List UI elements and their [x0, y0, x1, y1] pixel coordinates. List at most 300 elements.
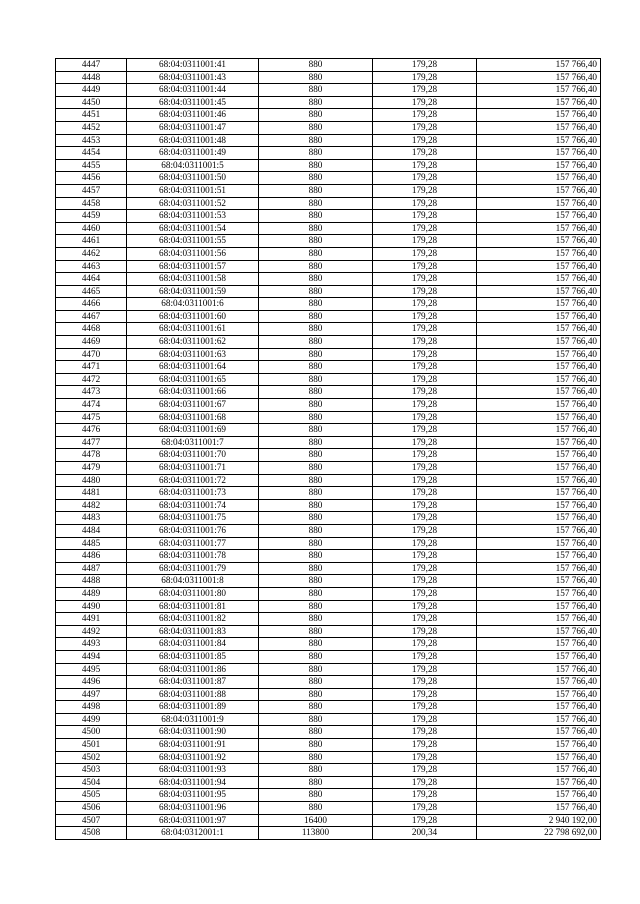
area-cell: 880 [259, 575, 373, 588]
table-row [56, 789, 601, 802]
total-value-cell: 22 798 692,00 [477, 827, 601, 840]
total-value-cell: 157 766,40 [477, 802, 601, 815]
area-cell: 880 [259, 562, 373, 575]
area-cell: 880 [259, 184, 373, 197]
unit-price-cell: 179,28 [373, 487, 477, 500]
total-value-cell: 157 766,40 [477, 499, 601, 512]
row-number-cell: 4500 [56, 726, 127, 739]
table-row [56, 537, 601, 550]
total-value-cell: 157 766,40 [477, 71, 601, 84]
table-row [56, 550, 601, 563]
table-row [56, 109, 601, 122]
unit-price-cell: 179,28 [373, 550, 477, 563]
total-value-cell: 157 766,40 [477, 247, 601, 260]
table-row [56, 121, 601, 134]
unit-price-cell: 179,28 [373, 285, 477, 298]
row-number-cell: 4490 [56, 600, 127, 613]
table-row [56, 134, 601, 147]
row-number-cell: 4447 [56, 59, 127, 72]
area-cell: 880 [259, 424, 373, 437]
area-cell: 880 [259, 524, 373, 537]
total-value-cell: 2 940 192,00 [477, 814, 601, 827]
cadastral-number-cell: 68:04:0311001:51 [127, 184, 259, 197]
row-number-cell: 4486 [56, 550, 127, 563]
unit-price-cell: 179,28 [373, 650, 477, 663]
unit-price-cell: 179,28 [373, 247, 477, 260]
cadastral-number-cell: 68:04:0311001:84 [127, 638, 259, 651]
table-row [56, 487, 601, 500]
area-cell: 880 [259, 59, 373, 72]
area-cell: 880 [259, 512, 373, 525]
area-cell: 880 [259, 197, 373, 210]
row-number-cell: 4461 [56, 235, 127, 248]
total-value-cell: 157 766,40 [477, 524, 601, 537]
cadastral-number-cell: 68:04:0311001:44 [127, 84, 259, 97]
total-value-cell: 157 766,40 [477, 751, 601, 764]
area-cell: 880 [259, 789, 373, 802]
area-cell: 880 [259, 134, 373, 147]
unit-price-cell: 179,28 [373, 310, 477, 323]
total-value-cell: 157 766,40 [477, 726, 601, 739]
total-value-cell: 157 766,40 [477, 96, 601, 109]
total-value-cell: 157 766,40 [477, 310, 601, 323]
row-number-cell: 4478 [56, 449, 127, 462]
area-cell: 880 [259, 462, 373, 475]
cadastral-number-cell: 68:04:0311001:80 [127, 587, 259, 600]
unit-price-cell: 179,28 [373, 84, 477, 97]
cadastral-number-cell: 68:04:0312001:1 [127, 827, 259, 840]
row-number-cell: 4477 [56, 436, 127, 449]
table-row [56, 613, 601, 626]
area-cell: 880 [259, 336, 373, 349]
area-cell: 880 [259, 84, 373, 97]
table-row [56, 260, 601, 273]
area-cell: 880 [259, 386, 373, 399]
cadastral-number-cell: 68:04:0311001:50 [127, 172, 259, 185]
table-row [56, 474, 601, 487]
area-cell: 880 [259, 260, 373, 273]
total-value-cell: 157 766,40 [477, 650, 601, 663]
cadastral-number-cell: 68:04:0311001:46 [127, 109, 259, 122]
total-value-cell: 157 766,40 [477, 323, 601, 336]
total-value-cell: 157 766,40 [477, 424, 601, 437]
table-row [56, 285, 601, 298]
area-cell: 880 [259, 550, 373, 563]
unit-price-cell: 179,28 [373, 59, 477, 72]
area-cell: 880 [259, 147, 373, 160]
table-row [56, 701, 601, 714]
cadastral-number-cell: 68:04:0311001:79 [127, 562, 259, 575]
cadastral-number-cell: 68:04:0311001:90 [127, 726, 259, 739]
cadastral-number-cell: 68:04:0311001:72 [127, 474, 259, 487]
unit-price-cell: 179,28 [373, 802, 477, 815]
row-number-cell: 4485 [56, 537, 127, 550]
area-cell: 880 [259, 247, 373, 260]
table-row [56, 587, 601, 600]
area-cell: 880 [259, 802, 373, 815]
unit-price-cell: 179,28 [373, 776, 477, 789]
area-cell: 880 [259, 537, 373, 550]
cadastral-number-cell: 68:04:0311001:74 [127, 499, 259, 512]
unit-price-cell: 179,28 [373, 701, 477, 714]
unit-price-cell: 179,28 [373, 562, 477, 575]
unit-price-cell: 179,28 [373, 512, 477, 525]
table-row [56, 449, 601, 462]
total-value-cell: 157 766,40 [477, 210, 601, 223]
row-number-cell: 4504 [56, 776, 127, 789]
cadastral-number-cell: 68:04:0311001:93 [127, 764, 259, 777]
table-row [56, 802, 601, 815]
table-row [56, 235, 601, 248]
unit-price-cell: 179,28 [373, 814, 477, 827]
row-number-cell: 4462 [56, 247, 127, 260]
total-value-cell: 157 766,40 [477, 260, 601, 273]
total-value-cell: 157 766,40 [477, 134, 601, 147]
unit-price-cell: 179,28 [373, 197, 477, 210]
cadastral-number-cell: 68:04:0311001:52 [127, 197, 259, 210]
table-row [56, 776, 601, 789]
table-row [56, 373, 601, 386]
row-number-cell: 4487 [56, 562, 127, 575]
total-value-cell: 157 766,40 [477, 600, 601, 613]
total-value-cell: 157 766,40 [477, 109, 601, 122]
table-row [56, 361, 601, 374]
total-value-cell: 157 766,40 [477, 373, 601, 386]
table-row [56, 650, 601, 663]
unit-price-cell: 179,28 [373, 663, 477, 676]
area-cell: 880 [259, 411, 373, 424]
cadastral-number-cell: 68:04:0311001:9 [127, 713, 259, 726]
cadastral-number-cell: 68:04:0311001:45 [127, 96, 259, 109]
area-cell: 880 [259, 71, 373, 84]
total-value-cell: 157 766,40 [477, 121, 601, 134]
area-cell: 880 [259, 764, 373, 777]
row-number-cell: 4472 [56, 373, 127, 386]
table-row [56, 247, 601, 260]
total-value-cell: 157 766,40 [477, 59, 601, 72]
table-row [56, 600, 601, 613]
table-row [56, 273, 601, 286]
row-number-cell: 4489 [56, 587, 127, 600]
table-row [56, 638, 601, 651]
area-cell: 880 [259, 121, 373, 134]
unit-price-cell: 179,28 [373, 399, 477, 412]
cadastral-number-cell: 68:04:0311001:53 [127, 210, 259, 223]
row-number-cell: 4481 [56, 487, 127, 500]
row-number-cell: 4449 [56, 84, 127, 97]
unit-price-cell: 179,28 [373, 764, 477, 777]
row-number-cell: 4498 [56, 701, 127, 714]
unit-price-cell: 179,28 [373, 184, 477, 197]
total-value-cell: 157 766,40 [477, 147, 601, 160]
total-value-cell: 157 766,40 [477, 449, 601, 462]
row-number-cell: 4458 [56, 197, 127, 210]
row-number-cell: 4492 [56, 625, 127, 638]
row-number-cell: 4508 [56, 827, 127, 840]
area-cell: 880 [259, 713, 373, 726]
row-number-cell: 4506 [56, 802, 127, 815]
total-value-cell: 157 766,40 [477, 336, 601, 349]
total-value-cell: 157 766,40 [477, 298, 601, 311]
unit-price-cell: 179,28 [373, 625, 477, 638]
row-number-cell: 4503 [56, 764, 127, 777]
row-number-cell: 4454 [56, 147, 127, 160]
row-number-cell: 4494 [56, 650, 127, 663]
row-number-cell: 4452 [56, 121, 127, 134]
table-row [56, 739, 601, 752]
unit-price-cell: 179,28 [373, 587, 477, 600]
cadastral-number-cell: 68:04:0311001:54 [127, 222, 259, 235]
unit-price-cell: 179,28 [373, 159, 477, 172]
area-cell: 880 [259, 222, 373, 235]
total-value-cell: 157 766,40 [477, 235, 601, 248]
cadastral-number-cell: 68:04:0311001:77 [127, 537, 259, 550]
area-cell: 880 [259, 625, 373, 638]
area-cell: 880 [259, 663, 373, 676]
total-value-cell: 157 766,40 [477, 386, 601, 399]
unit-price-cell: 179,28 [373, 96, 477, 109]
table-row [56, 147, 601, 160]
table-row [56, 210, 601, 223]
total-value-cell: 157 766,40 [477, 361, 601, 374]
row-number-cell: 4460 [56, 222, 127, 235]
unit-price-cell: 179,28 [373, 499, 477, 512]
cadastral-number-cell: 68:04:0311001:57 [127, 260, 259, 273]
cadastral-number-cell: 68:04:0311001:95 [127, 789, 259, 802]
unit-price-cell: 179,28 [373, 235, 477, 248]
total-value-cell: 157 766,40 [477, 688, 601, 701]
row-number-cell: 4455 [56, 159, 127, 172]
table-row [56, 424, 601, 437]
total-value-cell: 157 766,40 [477, 159, 601, 172]
table-row [56, 524, 601, 537]
table-row [56, 96, 601, 109]
unit-price-cell: 179,28 [373, 121, 477, 134]
row-number-cell: 4484 [56, 524, 127, 537]
row-number-cell: 4483 [56, 512, 127, 525]
row-number-cell: 4457 [56, 184, 127, 197]
row-number-cell: 4479 [56, 462, 127, 475]
unit-price-cell: 179,28 [373, 676, 477, 689]
cadastral-number-cell: 68:04:0311001:55 [127, 235, 259, 248]
total-value-cell: 157 766,40 [477, 638, 601, 651]
table-row [56, 386, 601, 399]
cadastral-number-cell: 68:04:0311001:78 [127, 550, 259, 563]
table-row [56, 298, 601, 311]
cadastral-number-cell: 68:04:0311001:86 [127, 663, 259, 676]
table-row [56, 310, 601, 323]
total-value-cell: 157 766,40 [477, 562, 601, 575]
row-number-cell: 4476 [56, 424, 127, 437]
unit-price-cell: 179,28 [373, 524, 477, 537]
row-number-cell: 4493 [56, 638, 127, 651]
row-number-cell: 4464 [56, 273, 127, 286]
total-value-cell: 157 766,40 [477, 550, 601, 563]
area-cell: 880 [259, 751, 373, 764]
row-number-cell: 4463 [56, 260, 127, 273]
cadastral-number-cell: 68:04:0311001:75 [127, 512, 259, 525]
unit-price-cell: 179,28 [373, 424, 477, 437]
table-row [56, 713, 601, 726]
row-number-cell: 4499 [56, 713, 127, 726]
area-cell: 880 [259, 701, 373, 714]
cadastral-number-cell: 68:04:0311001:60 [127, 310, 259, 323]
unit-price-cell: 179,28 [373, 210, 477, 223]
unit-price-cell: 179,28 [373, 462, 477, 475]
cadastral-number-cell: 68:04:0311001:48 [127, 134, 259, 147]
total-value-cell: 157 766,40 [477, 764, 601, 777]
cadastral-number-cell: 68:04:0311001:70 [127, 449, 259, 462]
unit-price-cell: 179,28 [373, 613, 477, 626]
unit-price-cell: 179,28 [373, 109, 477, 122]
cadastral-number-cell: 68:04:0311001:69 [127, 424, 259, 437]
row-number-cell: 4448 [56, 71, 127, 84]
table-row [56, 575, 601, 588]
table-row [56, 436, 601, 449]
unit-price-cell: 179,28 [373, 172, 477, 185]
row-number-cell: 4468 [56, 323, 127, 336]
total-value-cell: 157 766,40 [477, 575, 601, 588]
unit-price-cell: 179,28 [373, 751, 477, 764]
total-value-cell: 157 766,40 [477, 348, 601, 361]
area-cell: 880 [259, 285, 373, 298]
cadastral-number-cell: 68:04:0311001:94 [127, 776, 259, 789]
cadastral-number-cell: 68:04:0311001:64 [127, 361, 259, 374]
area-cell: 880 [259, 172, 373, 185]
unit-price-cell: 179,28 [373, 298, 477, 311]
area-cell: 113800 [259, 827, 373, 840]
table-row [56, 499, 601, 512]
table-row [56, 222, 601, 235]
unit-price-cell: 179,28 [373, 222, 477, 235]
cadastral-number-cell: 68:04:0311001:5 [127, 159, 259, 172]
row-number-cell: 4488 [56, 575, 127, 588]
total-value-cell: 157 766,40 [477, 676, 601, 689]
area-cell: 880 [259, 348, 373, 361]
cadastral-number-cell: 68:04:0311001:8 [127, 575, 259, 588]
cadastral-number-cell: 68:04:0311001:61 [127, 323, 259, 336]
row-number-cell: 4491 [56, 613, 127, 626]
table-row [56, 399, 601, 412]
table-row [56, 764, 601, 777]
total-value-cell: 157 766,40 [477, 399, 601, 412]
area-cell: 880 [259, 273, 373, 286]
area-cell: 880 [259, 235, 373, 248]
unit-price-cell: 179,28 [373, 474, 477, 487]
cadastral-number-cell: 68:04:0311001:56 [127, 247, 259, 260]
table-row [56, 323, 601, 336]
area-cell: 880 [259, 650, 373, 663]
row-number-cell: 4467 [56, 310, 127, 323]
table-row [56, 184, 601, 197]
cadastral-number-cell: 68:04:0311001:62 [127, 336, 259, 349]
cadastral-number-cell: 68:04:0311001:66 [127, 386, 259, 399]
total-value-cell: 157 766,40 [477, 222, 601, 235]
cadastral-number-cell: 68:04:0311001:7 [127, 436, 259, 449]
cadastral-number-cell: 68:04:0311001:82 [127, 613, 259, 626]
unit-price-cell: 179,28 [373, 739, 477, 752]
unit-price-cell: 179,28 [373, 726, 477, 739]
table-body [56, 59, 601, 840]
row-number-cell: 4453 [56, 134, 127, 147]
row-number-cell: 4456 [56, 172, 127, 185]
area-cell: 880 [259, 474, 373, 487]
unit-price-cell: 179,28 [373, 323, 477, 336]
row-number-cell: 4473 [56, 386, 127, 399]
area-cell: 880 [259, 298, 373, 311]
cadastral-number-cell: 68:04:0311001:89 [127, 701, 259, 714]
cadastral-number-cell: 68:04:0311001:71 [127, 462, 259, 475]
total-value-cell: 157 766,40 [477, 625, 601, 638]
area-cell: 880 [259, 373, 373, 386]
cadastral-number-cell: 68:04:0311001:68 [127, 411, 259, 424]
unit-price-cell: 179,28 [373, 373, 477, 386]
total-value-cell: 157 766,40 [477, 462, 601, 475]
total-value-cell: 157 766,40 [477, 701, 601, 714]
unit-price-cell: 179,28 [373, 575, 477, 588]
row-number-cell: 4480 [56, 474, 127, 487]
unit-price-cell: 179,28 [373, 260, 477, 273]
total-value-cell: 157 766,40 [477, 184, 601, 197]
area-cell: 880 [259, 739, 373, 752]
table-row [56, 411, 601, 424]
unit-price-cell: 179,28 [373, 537, 477, 550]
total-value-cell: 157 766,40 [477, 411, 601, 424]
unit-price-cell: 200,34 [373, 827, 477, 840]
table-row [56, 625, 601, 638]
cadastral-number-cell: 68:04:0311001:81 [127, 600, 259, 613]
table-row [56, 562, 601, 575]
unit-price-cell: 179,28 [373, 411, 477, 424]
table-row [56, 159, 601, 172]
cadastral-number-cell: 68:04:0311001:58 [127, 273, 259, 286]
area-cell: 880 [259, 96, 373, 109]
cadastral-number-cell: 68:04:0311001:91 [127, 739, 259, 752]
unit-price-cell: 179,28 [373, 600, 477, 613]
cadastral-number-cell: 68:04:0311001:85 [127, 650, 259, 663]
table-row [56, 84, 601, 97]
total-value-cell: 157 766,40 [477, 172, 601, 185]
total-value-cell: 157 766,40 [477, 512, 601, 525]
area-cell: 880 [259, 109, 373, 122]
table-row [56, 71, 601, 84]
unit-price-cell: 179,28 [373, 147, 477, 160]
table-row [56, 59, 601, 72]
total-value-cell: 157 766,40 [477, 84, 601, 97]
area-cell: 880 [259, 776, 373, 789]
cadastral-number-cell: 68:04:0311001:97 [127, 814, 259, 827]
row-number-cell: 4502 [56, 751, 127, 764]
cadastral-number-cell: 68:04:0311001:43 [127, 71, 259, 84]
row-number-cell: 4507 [56, 814, 127, 827]
total-value-cell: 157 766,40 [477, 739, 601, 752]
total-value-cell: 157 766,40 [477, 587, 601, 600]
row-number-cell: 4496 [56, 676, 127, 689]
table-row [56, 172, 601, 185]
area-cell: 880 [259, 613, 373, 626]
cadastral-number-cell: 68:04:0311001:73 [127, 487, 259, 500]
table-row [56, 676, 601, 689]
cadastral-number-cell: 68:04:0311001:76 [127, 524, 259, 537]
table-row [56, 512, 601, 525]
data-table [55, 58, 601, 840]
row-number-cell: 4505 [56, 789, 127, 802]
row-number-cell: 4495 [56, 663, 127, 676]
unit-price-cell: 179,28 [373, 71, 477, 84]
table-row [56, 197, 601, 210]
row-number-cell: 4450 [56, 96, 127, 109]
area-cell: 880 [259, 726, 373, 739]
